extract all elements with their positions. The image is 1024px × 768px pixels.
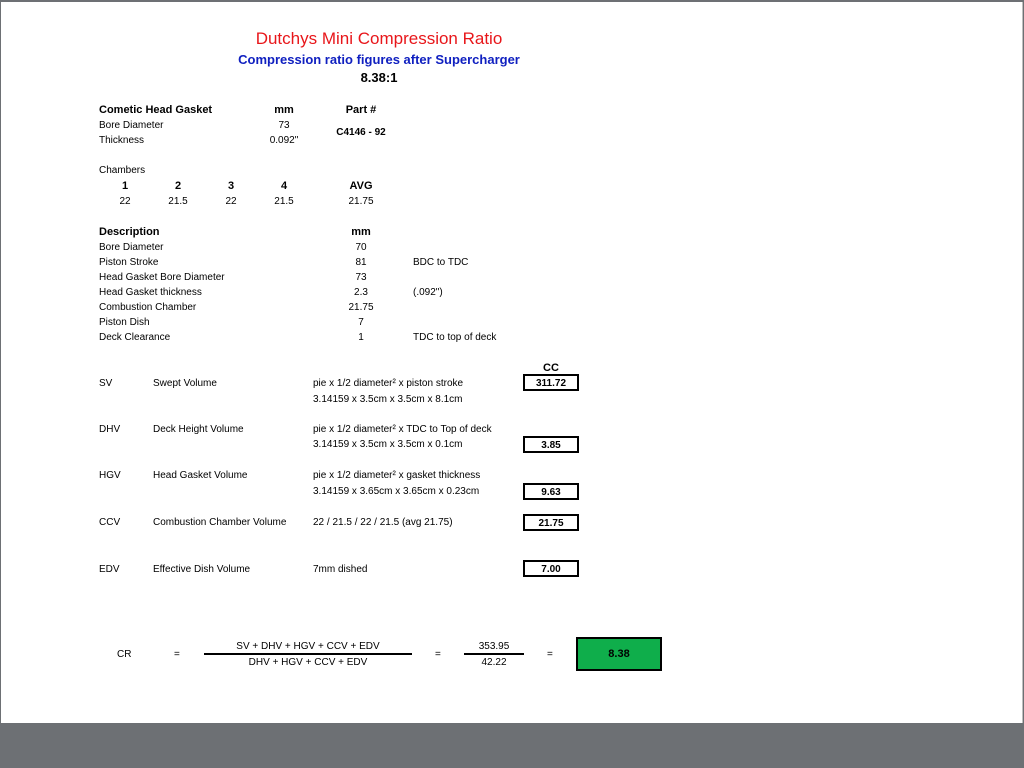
edv-name: Effective Dish Volume <box>153 564 251 575</box>
spec-header-unit: mm <box>351 226 371 238</box>
spec-header-description: Description <box>99 226 160 238</box>
chambers-heading: Chambers <box>99 165 146 176</box>
spec-value: 73 <box>355 272 367 283</box>
cr-denominator: DHV + HGV + CCV + EDV <box>248 657 368 668</box>
chamber-value: 21.5 <box>168 196 188 207</box>
spec-label: Bore Diameter <box>99 242 164 253</box>
ccv-name: Combustion Chamber Volume <box>153 517 287 528</box>
spec-note: (.092") <box>413 287 443 298</box>
chamber-header-avg: AVG <box>349 180 373 192</box>
hgv-abbr: HGV <box>99 470 121 481</box>
fraction-bar <box>464 653 524 655</box>
spec-label: Deck Clearance <box>99 332 171 343</box>
chamber-value: 22 <box>119 196 131 207</box>
chamber-value: 22 <box>225 196 237 207</box>
gasket-row-label: Thickness <box>99 135 145 146</box>
sv-formula: pie x 1/2 diameter² x piston stroke <box>313 378 464 389</box>
dhv-name: Deck Height Volume <box>153 424 244 435</box>
gasket-heading: Cometic Head Gasket <box>99 104 213 116</box>
ccv-abbr: CCV <box>99 517 121 528</box>
spreadsheet-sheet <box>1 2 1023 723</box>
spec-note: TDC to top of deck <box>413 332 497 343</box>
dhv-formula: pie x 1/2 diameter² x TDC to Top of deck <box>313 424 492 435</box>
spec-label: Piston Dish <box>99 317 150 328</box>
chamber-header: 4 <box>280 180 288 192</box>
sv-name: Swept Volume <box>153 378 217 389</box>
equals-sign: = <box>547 649 553 660</box>
chamber-value: 21.5 <box>274 196 294 207</box>
hgv-name: Head Gasket Volume <box>153 470 248 481</box>
spec-label: Head Gasket Bore Diameter <box>99 272 225 283</box>
cc-unit-header: CC <box>543 362 559 374</box>
sv-value-cell: 311.72 <box>523 374 579 391</box>
gasket-row-value: 0.092" <box>269 135 299 146</box>
spec-value: 7 <box>358 317 364 328</box>
equals-sign: = <box>174 649 180 660</box>
sv-abbr: SV <box>99 378 113 389</box>
fraction-bar <box>204 653 412 655</box>
page-title: Dutchys Mini Compression Ratio <box>255 29 503 48</box>
dhv-calc: 3.14159 x 3.5cm x 3.5cm x 0.1cm <box>313 439 463 450</box>
hgv-value-cell: 9.63 <box>523 483 579 500</box>
hgv-calc: 3.14159 x 3.65cm x 3.65cm x 0.23cm <box>313 486 480 497</box>
spec-value: 70 <box>355 242 367 253</box>
edv-abbr: EDV <box>99 564 120 575</box>
dhv-value-cell: 3.85 <box>523 436 579 453</box>
edv-formula: 7mm dished <box>313 564 368 575</box>
sv-calc: 3.14159 x 3.5cm x 3.5cm x 8.1cm <box>313 394 463 405</box>
dhv-abbr: DHV <box>99 424 121 435</box>
ccv-formula: 22 / 21.5 / 22 / 21.5 (avg 21.75) <box>313 517 453 528</box>
spec-label: Combustion Chamber <box>99 302 197 313</box>
spec-value: 21.75 <box>348 302 374 313</box>
gasket-part-number: C4146 - 92 <box>336 127 386 138</box>
edv-value-cell: 7.00 <box>523 560 579 577</box>
cr-result-cell: 8.38 <box>576 637 662 671</box>
spec-note: BDC to TDC <box>413 257 469 268</box>
gasket-row-value: 73 <box>278 120 290 131</box>
hgv-formula: pie x 1/2 diameter² x gasket thickness <box>313 470 481 481</box>
cr-numerator: SV + DHV + HGV + CCV + EDV <box>236 641 380 652</box>
chamber-header: 2 <box>174 180 182 192</box>
gasket-row-label: Bore Diameter <box>99 120 164 131</box>
ccv-value-cell: 21.75 <box>523 514 579 531</box>
cr-label: CR <box>117 649 132 660</box>
spec-label: Piston Stroke <box>99 257 159 268</box>
gasket-unit-header: mm <box>274 104 294 116</box>
cr-numerator-value: 353.95 <box>478 641 510 652</box>
gasket-part-header: Part # <box>345 104 377 116</box>
page-subtitle: Compression ratio figures after Supercharger <box>238 52 520 67</box>
chamber-avg-value: 21.75 <box>348 196 374 207</box>
chamber-header: 1 <box>121 180 129 192</box>
spec-label: Head Gasket thickness <box>99 287 202 298</box>
spec-value: 81 <box>355 257 367 268</box>
spec-value: 2.3 <box>354 287 368 298</box>
cr-denominator-value: 42.22 <box>481 657 507 668</box>
ratio-heading: 8.38:1 <box>360 70 398 85</box>
chamber-header: 3 <box>227 180 235 192</box>
spec-value: 1 <box>358 332 364 343</box>
equals-sign: = <box>435 649 441 660</box>
